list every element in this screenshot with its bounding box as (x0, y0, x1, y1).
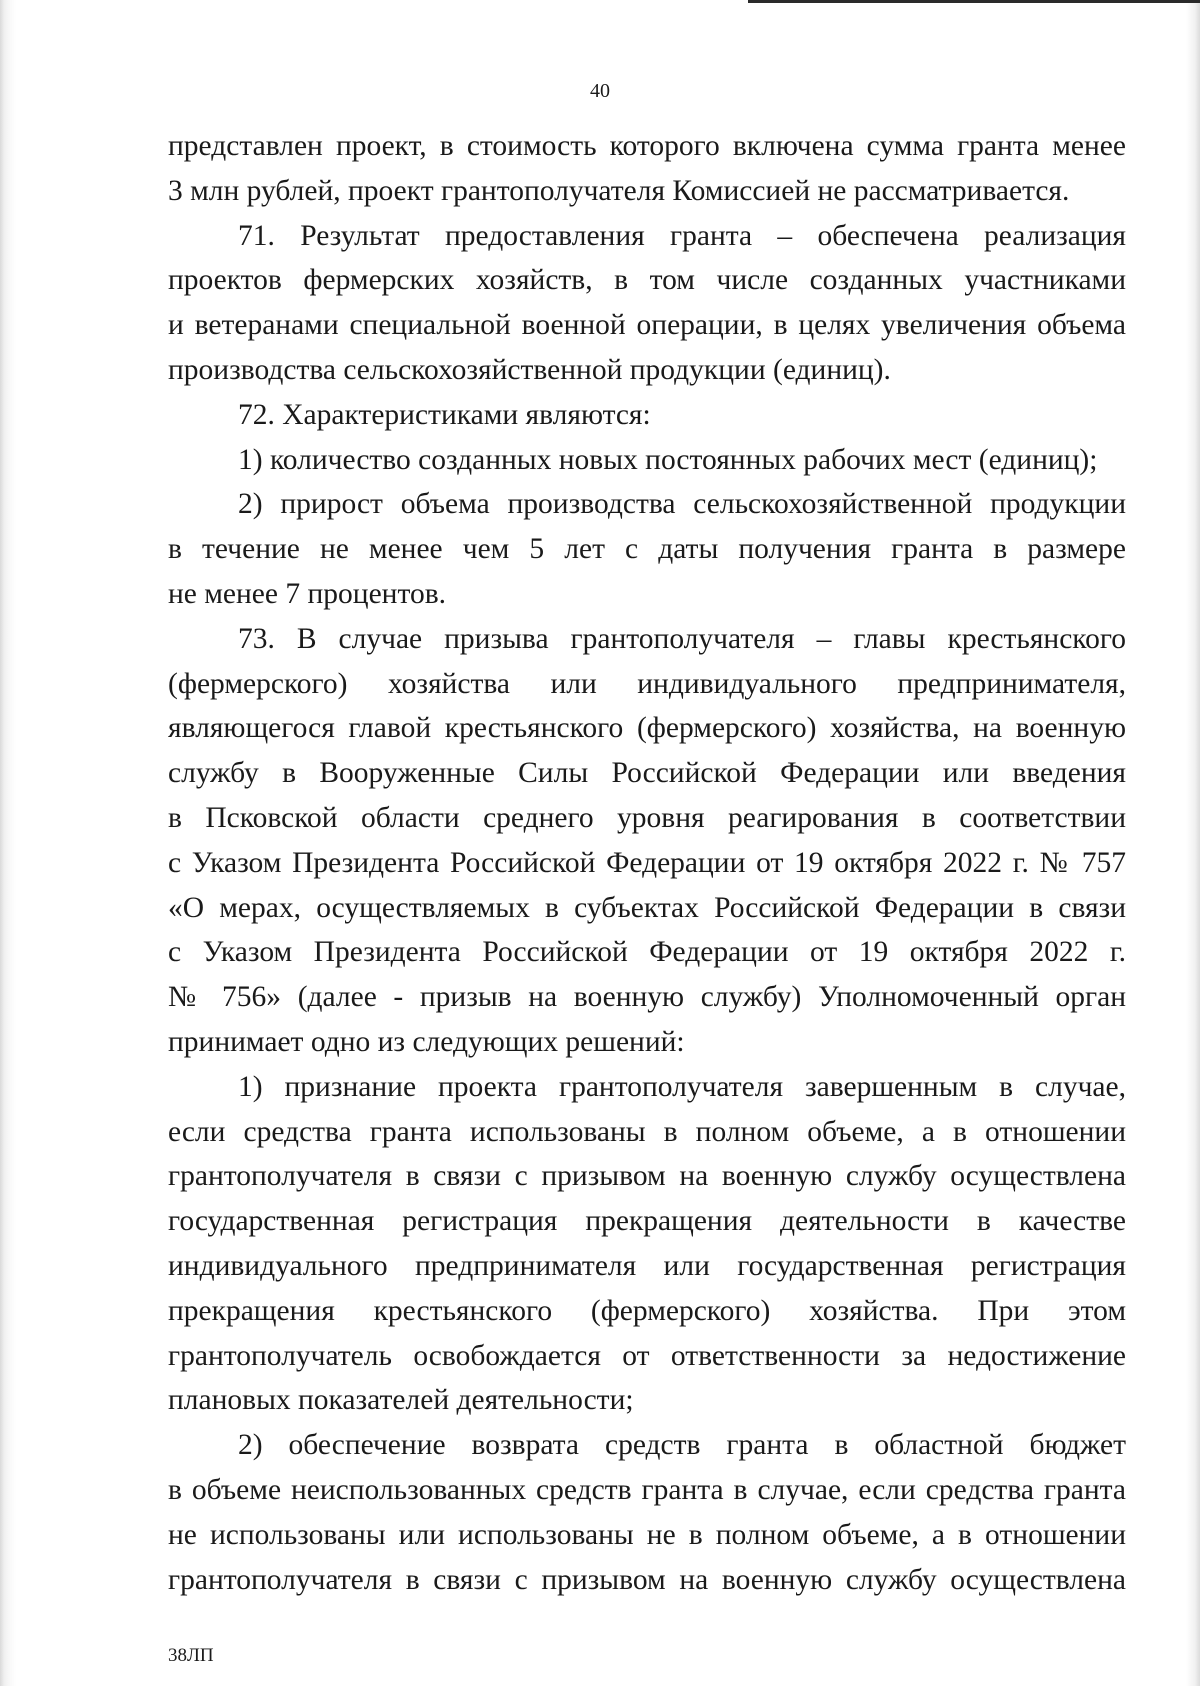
text-line: 1) признание проекта грантополучателя завершенным в случае, (238, 1070, 1126, 1103)
text-line: № 756» (далее - призыв на военную службу) Уполномоченный орган (168, 981, 1126, 1014)
text-line: если средства гранта использованы в полном объеме, а в отношении (168, 1115, 1126, 1148)
scan-right-edge (1186, 0, 1200, 1686)
text-line: производства сельскохозяйственной продукции (единиц). (168, 353, 891, 386)
text-line: индивидуального предпринимателя или государственная регистрация (168, 1249, 1126, 1282)
scan-left-edge (0, 0, 16, 1686)
text-line: 2) прирост объема производства сельскохозяйственной продукции (238, 488, 1126, 521)
text-line: в Псковской области среднего уровня реагирования в соответствии (168, 801, 1126, 834)
text-line: принимает одно из следующих решений: (168, 1025, 685, 1058)
text-line: являющегося главой крестьянского (фермерского) хозяйства, на военную (168, 712, 1126, 745)
list-item-72-2 (168, 482, 1126, 616)
paragraph-72 (168, 393, 1126, 438)
text-line: не использованы или использованы не в полном объеме, а в отношении (168, 1518, 1126, 1551)
text-line: 73. В случае призыва грантополучателя – главы крестьянского (238, 622, 1126, 655)
text-line: 71. Результат предоставления гранта – обеспечена реализация (238, 219, 1126, 252)
text-line: службу в Вооруженные Силы Российской Федерации или введения (168, 757, 1126, 790)
text-line: не менее 7 процентов. (168, 577, 447, 610)
document-body (168, 124, 1126, 1602)
list-item-73-2 (168, 1423, 1126, 1602)
text-line: 3 млн рублей, проект грантополучателя Комиссией не рассматривается. (168, 174, 1070, 207)
text-line: плановых показателей деятельности; (168, 1384, 634, 1417)
text-line: 72. Характеристиками являются: (238, 398, 651, 431)
text-line: и ветеранами специальной военной операции, в целях увеличения объема (168, 309, 1126, 342)
page-number: 40 (590, 80, 610, 102)
paragraph-continuation (168, 124, 1126, 214)
text-line: грантополучателя в связи с призывом на военную службу осуществлена (168, 1160, 1126, 1193)
text-line: в объеме неиспользованных средств гранта в случае, если средства гранта (168, 1473, 1126, 1506)
text-line: государственная регистрация прекращения деятельности в качестве (168, 1205, 1126, 1238)
paragraph-73 (168, 617, 1126, 1065)
text-line: (фермерского) хозяйства или индивидуального предпринимателя, (168, 667, 1126, 700)
text-line: «О мерах, осуществляемых в субъектах Российской Федерации в связи (168, 891, 1126, 924)
text-line: прекращения крестьянского (фермерского) хозяйства. При этом (168, 1294, 1126, 1327)
top-rule (748, 0, 1200, 3)
text-line: 2) обеспечение возврата средств гранта в областной бюджет (238, 1429, 1126, 1462)
text-line: грантополучатель освобождается от ответственности за недостижение (168, 1339, 1126, 1372)
text-line: в течение не менее чем 5 лет с даты получения гранта в размере (168, 533, 1126, 566)
text-line: проектов фермерских хозяйств, в том числе созданных участниками (168, 264, 1126, 297)
document-code: 38ЛП (168, 1645, 214, 1666)
text-line: с Указом Президента Российской Федерации от 19 октября 2022 г. (168, 936, 1126, 969)
text-line: грантополучателя в связи с призывом на военную службу осуществлена (168, 1563, 1126, 1596)
text-line: 1) количество созданных новых постоянных рабочих мест (единиц); (238, 443, 1098, 476)
text-line: с Указом Президента Российской Федерации от 19 октября 2022 г. № 757 (168, 846, 1126, 879)
list-item-72-1 (168, 438, 1126, 483)
list-item-73-1 (168, 1065, 1126, 1423)
text-line: представлен проект, в стоимость которого включена сумма гранта менее (168, 130, 1126, 162)
paragraph-71 (168, 214, 1126, 393)
